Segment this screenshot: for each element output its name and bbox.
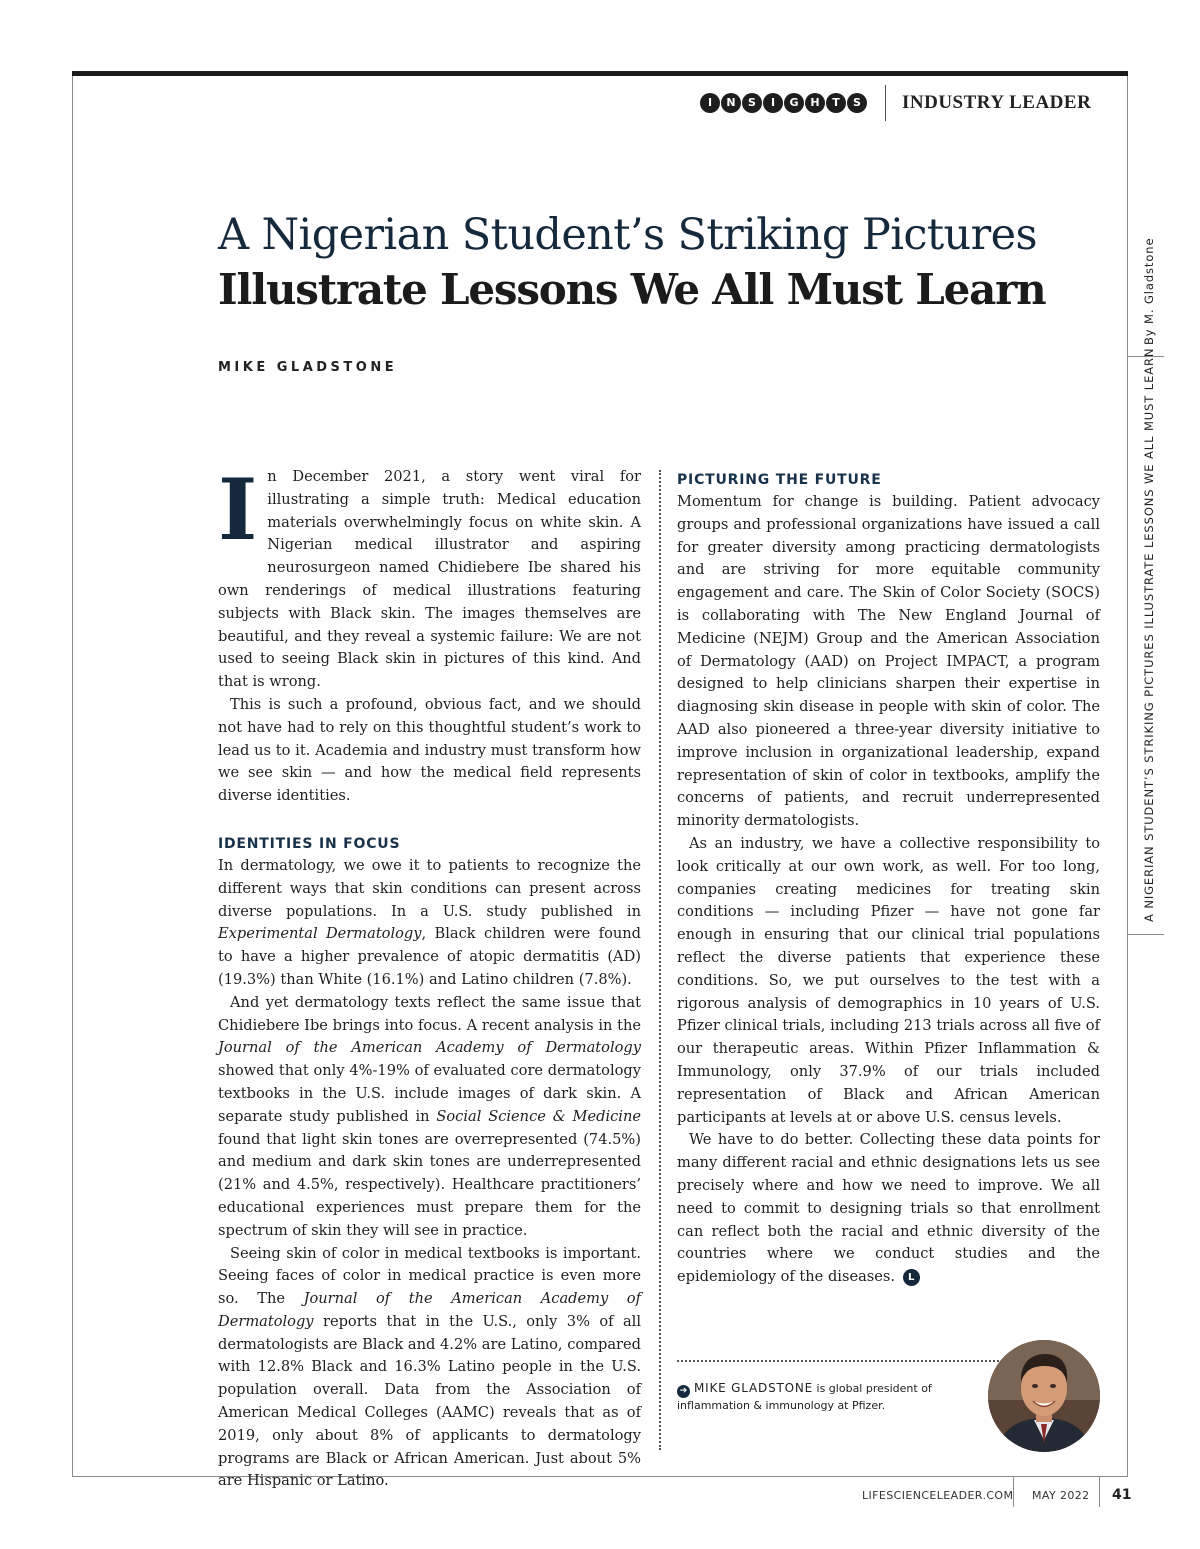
insights-letter: I	[763, 93, 783, 113]
drop-cap: I	[218, 460, 258, 559]
page-number: 41	[1112, 1487, 1132, 1503]
body-paragraph: In dermatology, we owe it to patients to recognize the different ways that skin conditions can present across diverse populations. In a U.S. study published in Experimental Dermatology, Black children were found to have a higher prevalence of atopic dermatitis (AD) (19.3%) than White (16.1%) and Latino children (7.8%).	[218, 856, 641, 988]
end-mark-icon: L	[903, 1269, 920, 1286]
sidebar-rule-bottom	[1128, 934, 1164, 935]
body-paragraph: We have to do better. Collecting these data points for many different racial and ethnic designations lets us see precisely where and how we need to improve. We all need to commit to designing trials so that enrollment can reflect both the racial and ethnic diversity of the countries where we conduct studies and the epidemiology of the diseases. L	[677, 1131, 1100, 1286]
arrow-right-icon: ➔	[677, 1385, 690, 1398]
subhead-future: PICTURING THE FUTURE	[677, 472, 882, 488]
footer-site: LIFESCIENCELEADER.COM	[862, 1488, 1014, 1502]
insights-letter: I	[700, 93, 720, 113]
headshot-portrait	[988, 1340, 1100, 1452]
body-paragraph: Seeing skin of color in medical textbooks is important. Seeing faces of color in medical practice is even more so. The Journal of the American Academy of Dermatology reports that in the U.S., only 3% of all dermatologists are Black and 4.2% are Latino, compared with 12.8% Black and 16.3% Latino people in the U.S. population overall. Data from the Association of American Medical Colleges (AAMC) reveals that as of 2019, only about 8% of applicants to dermatology programs are Black or African American. Just about 5% are Hispanic or Latino.	[218, 1244, 641, 1490]
sidebar-author: By M. Gladstone	[1142, 237, 1156, 345]
footer-date: MAY 2022	[1032, 1488, 1090, 1502]
author-bio	[677, 1380, 979, 1414]
author-headshot	[988, 1340, 1100, 1452]
section-label: INDUSTRY LEADER	[902, 92, 1092, 113]
intro-paragraph: n December 2021, a story went viral for illustrating a simple truth: Medical education materials overwhelmingly focus on white skin. A Nigerian medical illustrator and aspiring neurosurgeon named Chidiebere Ibe shared his own renderings of medical illustrations featuring subjects with Black skin. The images themselves are beautiful, and they reveal a systemic failure: We are not used to seeing Black skin in pictures of this kind. And that is wrong.	[218, 468, 641, 691]
tag-divider	[885, 85, 886, 121]
top-rule	[72, 71, 1128, 76]
headline-line-2: Illustrate Lessons We All Must Learn	[218, 265, 1046, 314]
body-paragraph: This is such a profound, obvious fact, and we should not have had to rely on this thoughtful student’s work to lead us to it. Academia and industry must transform how we see skin — and how the medical field represents diverse identities.	[218, 695, 641, 805]
subhead-identities: IDENTITIES IN FOCUS	[218, 835, 401, 852]
footer-divider	[1099, 1477, 1100, 1507]
article-column-left	[218, 460, 641, 1493]
insights-letter: N	[721, 93, 741, 113]
insights-letter: G	[784, 93, 804, 113]
body-paragraph: As an industry, we have a collective responsibility to look critically at our own work, as well. For too long, companies creating medicines for treating skin conditions — including Pfizer — have not gone far enough in ensuring that our clinical trial populations reflect the diverse patients that experience these conditions. So, we put ourselves to the test with a rigorous analysis of demographics in 10 years of U.S. Pfizer clinical trials, including 213 trials across all five of our therapeutic areas. Within Pfizer Inflammation & Immunology, only 37.9% of our trials included representation of Black and African American participants at levels at or above U.S. census levels.	[677, 834, 1100, 1126]
frame-right-rule	[1127, 76, 1128, 1476]
byline: MIKE GLADSTONE	[218, 360, 398, 375]
article-headline	[218, 208, 1098, 318]
frame-left-rule	[72, 76, 73, 1476]
section-tag	[700, 86, 1091, 120]
bio-author-name: MIKE GLADSTONE	[694, 1381, 814, 1395]
insights-letter: H	[805, 93, 825, 113]
article-column-right	[677, 466, 1100, 1289]
body-paragraph: And yet dermatology texts reflect the same issue that Chidiebere Ibe brings into focus. A recent analysis in the Journal of the American Academy of Dermatology showed that only 4%-19% of evaluated core dermatology textbooks in the U.S. include images of dark skin. A separate study published in Social Science & Medicine found that light skin tones are overrepresented (74.5%) and medium and dark skin tones are underrepresented (21% and 4.5%, respectively). Healthcare practitioners’ educational experiences must prepare them for the spectrum of skin they will see in practice.	[218, 993, 641, 1239]
bio-text: is global president of inflammation & immunology at Pfizer.	[677, 1382, 932, 1412]
column-divider	[659, 470, 661, 1450]
insights-logo	[700, 93, 867, 113]
headline-line-1: A Nigerian Student’s Striking Pictures	[218, 210, 1037, 260]
bio-divider	[677, 1360, 1007, 1362]
insights-letter: S	[847, 93, 867, 113]
insights-letter: S	[742, 93, 762, 113]
body-paragraph: Momentum for change is building. Patient advocacy groups and professional organizations have issued a call for greater diversity among practicing dermatologists and are striving for more equitable community engagement and care. The Skin of Color Society (SOCS) is collaborating with The New England Journal of Medicine (NEJM) Group and the American Association of Dermatology (AAD) on Project IMPACT, a program designed to help clinicians sharpen their expertise in diagnosing skin disease in people with skin of color. The AAD also pioneered a three-year diversity initiative to improve inclusion in organizational leadership, expand representation of skin of color in textbooks, amplify the concerns of patients, and recruit underrepresented minority dermatologists.	[677, 493, 1100, 830]
insights-letter: T	[826, 93, 846, 113]
sidebar-title: A NIGERIAN STUDENT’S STRIKING PICTURES ILLUSTRATE LESSONS WE ALL MUST LEARN	[1142, 347, 1156, 922]
